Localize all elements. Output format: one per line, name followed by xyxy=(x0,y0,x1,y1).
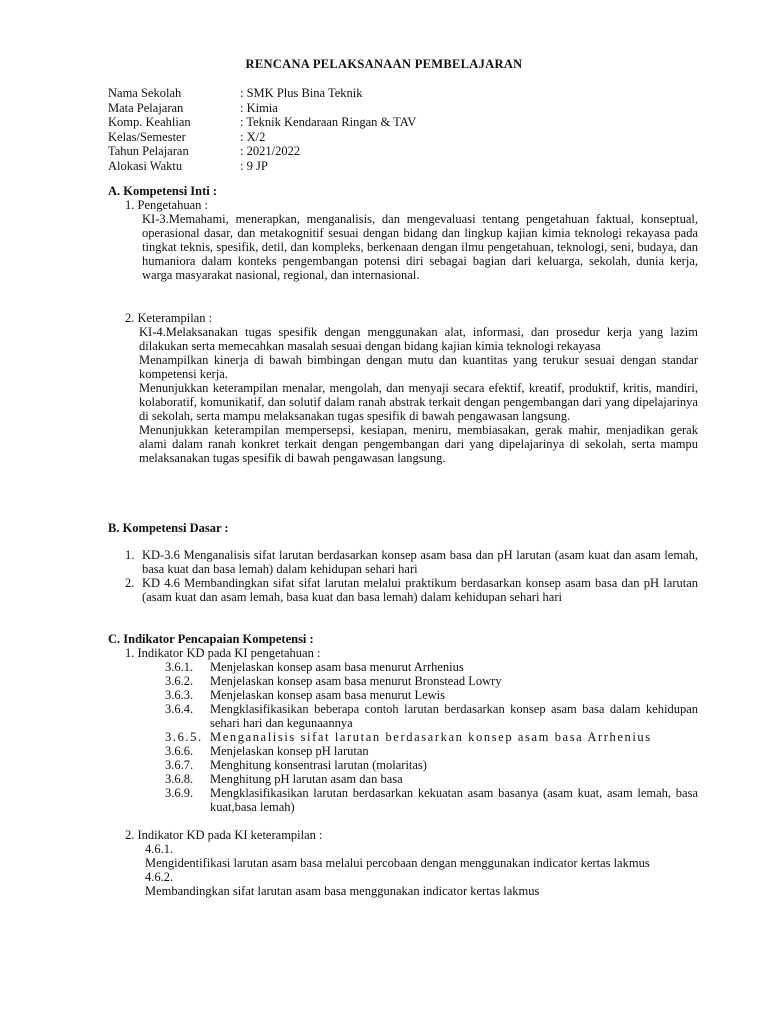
kd-item xyxy=(125,548,698,576)
ki3-text: KI-3.Memahami, menerapkan, menganalisis, dan mengevaluasi tentang pengetahuan faktual, konseptual, operasional dasar, dan metakognitif sesuai dengan bidang dan lingkup kajian kimia teknologi rekayasa pada tingkat teknis, spesifik, detil, dan kompleks, berkenaan dengan ilmu pengetahuan, teknologi, seni, budaya, dan humaniora dalam konteks pengembangan potensi diri sebagai bagian dari keluarga, sekolah, dunia kerja, warga masyarakat nasional, regional, dan internasional. xyxy=(142,212,698,282)
ki4-text-4: Menunjukkan keterampilan mempersepsi, kesiapan, meniru, membiasakan, gerak mahir, menjadikan gerak alami dalam ranah konkret terkait dengan pengembangan dari yang dipelajarinya di sekolah, serta mampu melaksanakan tugas spesifik di bawah pengawasan langsung. xyxy=(139,423,698,465)
info-value: : 2021/2022 xyxy=(240,144,301,158)
indicator-number: 3.6.3. xyxy=(165,688,194,702)
skill-indicator-text: Mengidentifikasi larutan asam basa melalui percobaan dengan menggunakan indicator kertas lakmus xyxy=(145,856,650,870)
indicator-text: Menjelaskan konsep asam basa menurut Lewis xyxy=(210,688,446,702)
info-label: Mata Pelajaran xyxy=(108,100,184,115)
indicator-row xyxy=(165,730,698,744)
info-row xyxy=(108,130,416,145)
indicator-text: Menjelaskan konsep asam basa menurut Arrhenius xyxy=(210,660,464,674)
section-b-heading: B. Kompetensi Dasar : xyxy=(108,521,229,535)
document-title: RENCANA PELAKSANAAN PEMBELAJARAN xyxy=(245,57,523,71)
indicator-row xyxy=(165,702,698,730)
ki4-paragraph xyxy=(139,325,698,465)
info-row xyxy=(108,144,416,159)
knowledge-indicator-label: 1. Indikator KD pada KI pengetahuan : xyxy=(125,646,321,660)
ki4-text-1: KI-4.Melaksanakan tugas spesifik dengan menggunakan alat, informasi, dan prosedur kerja yang lazim dilakukan serta memecahkan masalah sesuai dengan bidang kajian kimia teknologi rekayasa xyxy=(139,325,698,353)
kd-text: KD-3.6 Menganalisis sifat larutan berdasarkan konsep asam basa dan pH larutan (asam kuat dan asam lemah, basa kuat dan basa lemah) dalam kehidupan sehari hari xyxy=(142,548,698,576)
indicator-number: 3.6.2. xyxy=(165,674,194,688)
indicator-row xyxy=(165,786,698,814)
info-label: Tahun Pelajaran xyxy=(108,144,189,158)
indicator-text: Menjelaskan konsep asam basa menurut Bronstead Lowry xyxy=(210,674,502,688)
indicator-row xyxy=(165,688,698,702)
kd-number: 1. xyxy=(125,548,135,562)
info-label: Nama Sekolah xyxy=(108,86,182,100)
info-label: Kelas/Semester xyxy=(108,129,186,144)
indicator-row xyxy=(165,660,698,674)
info-row xyxy=(108,86,416,101)
section-c-heading: C. Indikator Pencapaian Kompetensi : xyxy=(108,632,314,646)
skill-indicator-number: 4.6.1. xyxy=(145,842,174,856)
indicator-number: 3.6.5. xyxy=(165,730,203,744)
indicator-text: Menganalisis sifat larutan berdasarkan konsep asam basa Arrhenius xyxy=(210,730,652,744)
info-label: Alokasi Waktu xyxy=(108,158,183,173)
indicator-text: Menghitung pH larutan asam dan basa xyxy=(210,772,403,786)
kd-number: 2. xyxy=(125,576,135,590)
indicator-row xyxy=(165,758,698,772)
info-value: : Teknik Kendaraan Ringan & TAV xyxy=(240,115,417,129)
info-value: : SMK Plus Bina Teknik xyxy=(240,86,363,100)
knowledge-label: 1. Pengetahuan : xyxy=(125,198,208,212)
indicator-number: 3.6.6. xyxy=(165,744,194,758)
info-label: Komp. Keahlian xyxy=(108,115,191,129)
kd-text: KD 4.6 Membandingkan sifat sifat larutan melalui praktikum berdasarkan konsep asam basa dan pH larutan (asam kuat dan asam lemah, basa kuat dan basa lemah) dalam kehidupan sehari hari xyxy=(142,576,698,604)
indicator-row xyxy=(165,772,698,786)
info-value: : 9 JP xyxy=(240,158,268,173)
ki4-text-2: Menampilkan kinerja di bawah bimbingan dengan mutu dan kuantitas yang terukur sesuai dengan standar kompetensi kerja. xyxy=(139,353,698,381)
skill-indicator-text: Membandingkan sifat larutan asam basa menggunakan indicator kertas lakmus xyxy=(145,884,540,898)
ki4-text-3: Menunjukkan keterampilan menalar, mengolah, dan menyaji secara efektif, kreatif, produktif, kritis, mandiri, kolaboratif, komunikatif, dan solutif dalam ranah abstrak terkait dengan pengembangan dari yang dipelajarinya di sekolah, serta mampu melaksanakan tugas spesifik di bawah pengawasan langsung. xyxy=(139,381,698,423)
indicator-number: 3.6.7. xyxy=(165,758,194,772)
indicator-text: Mengklasifikasikan beberapa contoh larutan berdasarkan konsep asam basa dalam kehidupan sehari hari dan kegunaannya xyxy=(210,702,698,730)
indicator-number: 3.6.4. xyxy=(165,702,194,716)
kd-item xyxy=(125,576,698,604)
indicator-text: Menghitung konsentrasi larutan (molaritas) xyxy=(210,758,427,772)
ki3-paragraph xyxy=(142,212,698,282)
knowledge-indicator-list xyxy=(165,660,698,814)
indicator-number: 3.6.9. xyxy=(165,786,194,800)
skill-label: 2. Keterampilan : xyxy=(125,311,213,325)
identity-table xyxy=(108,86,416,173)
skill-indicator-number: 4.6.2. xyxy=(145,870,174,884)
info-value: : X/2 xyxy=(240,129,266,144)
info-row xyxy=(108,159,416,174)
indicator-number: 3.6.1. xyxy=(165,660,194,674)
info-value: : Kimia xyxy=(240,100,278,115)
info-row xyxy=(108,101,416,116)
indicator-text: Mengklasifikasikan larutan berdasarkan kekuatan asam basanya (asam kuat, asam lemah, basa kuat,basa lemah) xyxy=(210,786,698,814)
indicator-number: 3.6.8. xyxy=(165,772,194,786)
indicator-text: Menjelaskan konsep pH larutan xyxy=(210,744,369,758)
indicator-row xyxy=(165,674,698,688)
section-a-heading: A. Kompetensi Inti : xyxy=(108,184,218,198)
skill-indicator-label: 2. Indikator KD pada KI keterampilan : xyxy=(125,828,323,842)
skill-indicator-list xyxy=(145,842,698,898)
indicator-row xyxy=(165,744,698,758)
info-row xyxy=(108,115,416,130)
